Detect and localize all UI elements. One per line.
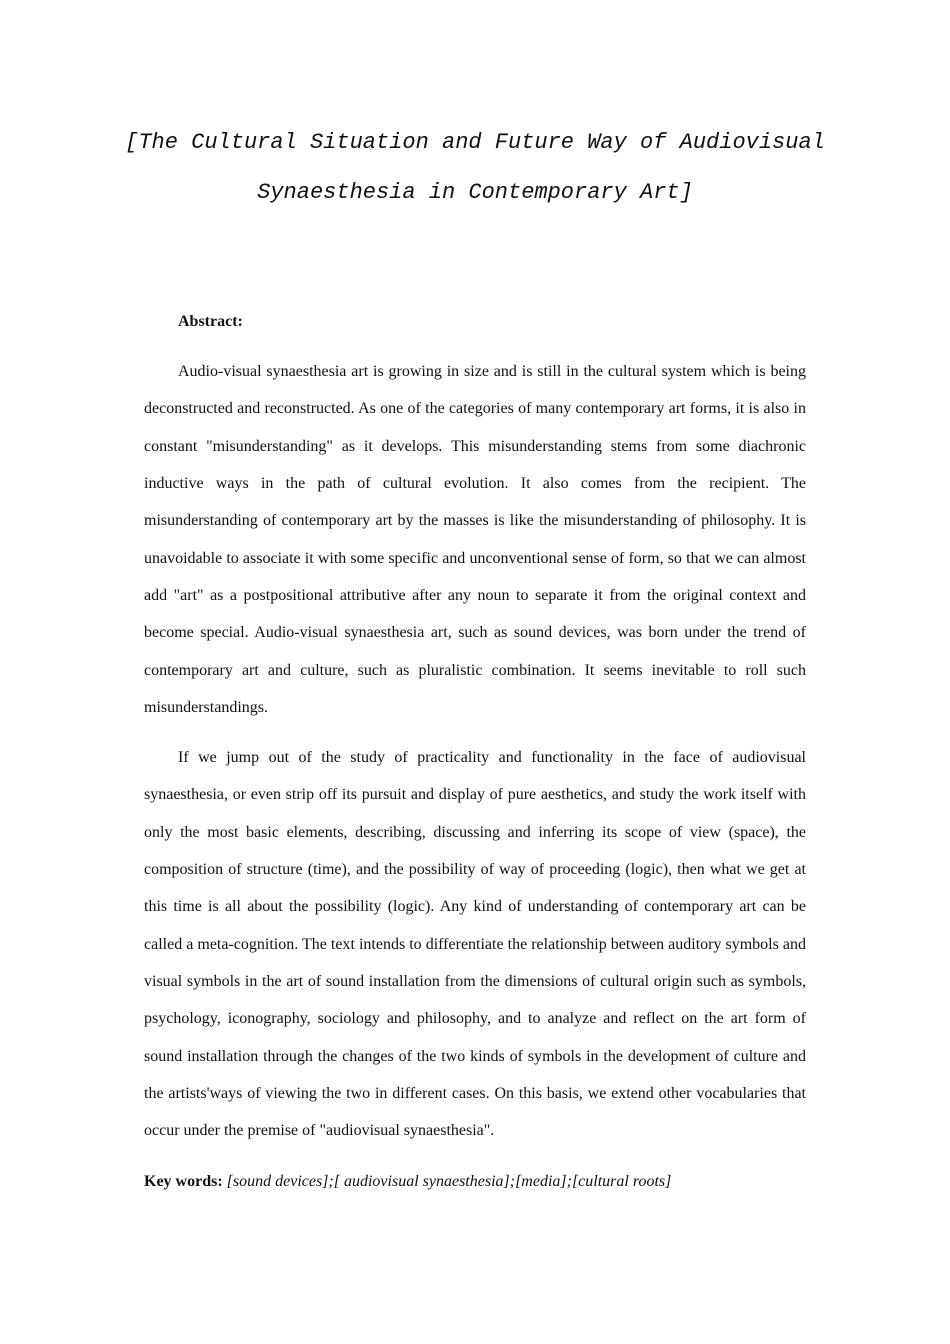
- keywords-line: [144, 1170, 671, 1194]
- abstract-paragraph-2: If we jump out of the study of practicality and functionality in the face of audiovisual synaesthesia, or even strip off its pursuit and display of pure aesthetics, and study the work itself with only the most basic elements, describing, discussing and inferring its scope of view (space), the composition of structure (time), and the possibility of way of proceeding (logic), then what we get at this time is all about the possibility (logic). Any kind of understanding of contemporary art can be called a meta-cognition. The text intends to differentiate the relationship between auditory symbols and visual symbols in the art of sound installation from the dimensions of cultural origin such as symbols, psychology, iconography, sociology and philosophy, and to analyze and reflect on the art form of sound installation through the changes of the two kinds of symbols in the development of culture and the artists'ways of viewing the two in different cases. On this basis, we extend other vocabularies that occur under the premise of "audiovisual synaesthesia".: [144, 749, 806, 1140]
- keywords-value: [sound devices];[ audiovisual synaesthesia];[media];[cultural roots]: [226, 1173, 672, 1190]
- paper-title-line-2: Synaesthesia in Contemporary Art]: [257, 180, 693, 205]
- paper-title: [100, 118, 850, 218]
- paper-title-line-1: [The Cultural Situation and Future Way of Audiovisual: [125, 130, 825, 155]
- abstract-paragraph-1: Audio-visual synaesthesia art is growing in size and is still in the cultural system which is being deconstructed and reconstructed. As one of the categories of many contemporary art forms, it is also in constant "misunderstanding" as it develops. This misunderstanding stems from some diachronic inductive ways in the path of cultural evolution. It also comes from the recipient. The misunderstanding of contemporary art by the masses is like the misunderstanding of philosophy. It is unavoidable to associate it with some specific and unconventional sense of form, so that we can almost add "art" as a postpositional attributive after any noun to separate it from the original context and become special. Audio-visual synaesthesia art, such as sound devices, was born under the trend of contemporary art and culture, such as pluralistic combination. It seems inevitable to roll such misunderstandings.: [144, 363, 806, 717]
- keywords-label: Key words:: [144, 1173, 227, 1190]
- abstract-heading: Abstract:: [178, 313, 243, 330]
